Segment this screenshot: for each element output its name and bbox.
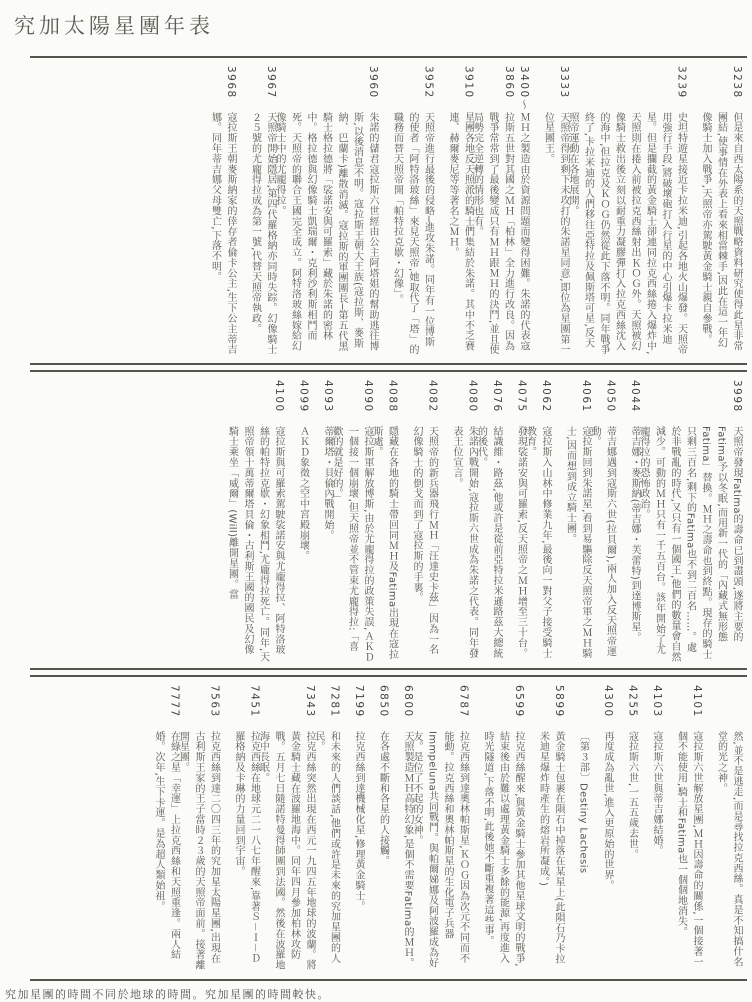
entry-text: 天照帝進行最後的侵略─進攻朱諾。同年有一位博斯的使者「阿特洛玻絲」來見天照帝,她取代了「塔」的職務而替天照帝開「帕特拉克歇・幻像」。 xyxy=(391,112,434,355)
entry-year: 3910 xyxy=(462,66,475,99)
timeline-entry xyxy=(600,685,616,973)
entry-year: 4082 xyxy=(426,380,439,413)
timeline-entry xyxy=(673,685,704,973)
timeline-band-3 xyxy=(30,675,747,981)
entry-year: 3400〜3860 xyxy=(503,66,530,111)
entry-text: 拉克西絲突然出現在西元一九四五年地球的波蘭。將黃金騎士藏在波羅地海中。同年四月參加柏林攻防戰。五月七日隨諾特曼得師團到法國。然後在波羅地海中長眠。 xyxy=(257,731,315,971)
timeline-band-1 xyxy=(30,56,747,365)
entry-text: 拉克西絲醒來,與黃金騎士參加其他星球文明的戰爭,結束後由於難以處理黃金騎士多餘的能源,再度進入時光隧道,下落不明,此後她不斷重複著這些事。 xyxy=(482,731,524,967)
entry-year: 3998 xyxy=(731,380,743,413)
entry-text: 和未來的人們談話,他們或許是未來的究加星團的人民。 xyxy=(313,731,340,964)
entry-year: 3952 xyxy=(422,66,435,99)
timeline-entry xyxy=(535,685,566,973)
entry-year: 4062 xyxy=(540,380,552,413)
timeline-entry xyxy=(475,380,505,662)
timeline-entry xyxy=(295,380,311,662)
entry-text: 天照帝發現Fatima的壽命已到盡頭,遂將主要的Fatima予以冬眠,而用新一代的「內藏式無形態Fatima」替換。ＭＨ之壽命也到終點。現存的騎士只剩三百名,剩下的Fatima也不到二百名……。處於非戰亂的時代,又只有一個國王,他們的數量會自然減少。可動的ＭＨ只有一千五百台。該年開始了尤龐得拉的恐怖政治。 xyxy=(638,426,742,662)
timeline-entry xyxy=(371,380,400,662)
entry-text: 〔第３部〕Destiny Lachesis xyxy=(577,731,589,874)
entry-text: 天照帝得到剩下未攻打的朱諾星同意,即位為星團第一位星團王。 xyxy=(542,112,569,355)
entry-year: 6599 xyxy=(513,685,525,718)
entry-text: 寇拉斯六世與蒂吉娜結婚。 xyxy=(651,731,662,856)
entry-text: 朱諾的儲君寇拉斯六世經由公主阿塔姐的幫助逃往博斯,以後消息不明。寇拉斯王朝大王族(寇拉斯、麥斯納、巴蘭卡)離散消滅。寇拉斯的軍團團長─第五代黑騎士格拉德將「裟諾安與可羅索」藏於朱諾的密林中。格拉德與幻像騎士凱瑞爾・克利沙利斯相鬥而死。天照帝的聯合王國完全成立。阿特洛玻絲嫁給幻像騎士中的尤龐得拉。 xyxy=(274,112,378,352)
entry-year: 6800 xyxy=(402,685,414,718)
entry-year: 3238 xyxy=(731,66,743,99)
entry-year: 4093 xyxy=(322,380,334,413)
timeline-entry xyxy=(524,380,554,662)
entry-text: 拉克西絲到達機械化星,修理黃金騎士。 xyxy=(353,731,364,912)
entry-year: 5899 xyxy=(553,685,565,718)
timeline-entry xyxy=(177,685,222,973)
entry-text: 發現裟諾安與可羅索,反天照帝之ＭＨ增至三十台。 xyxy=(515,426,527,659)
entry-text: 結識維・路茲,他或許是從前亞特拉米遜路茲大總統的後代。 xyxy=(475,426,502,659)
entry-text: 蒂吉娜・麥斯納(蒂吉娜・芙蕾特)到達博斯星。 xyxy=(629,426,640,643)
entry-text: 寇拉斯王朝麥斯納家的倖存者倫卡公主,生下公主蒂吉娜。同年蒂吉娜父母雙亡,下落不明。 xyxy=(209,112,236,355)
timeline-entry xyxy=(567,66,689,357)
entry-text: 天照帝開始隱居,第四代羅格納亦同時失踪。幻像騎士２５號的尤龐得拉成為第一號,代替天照帝執政。 xyxy=(249,112,276,355)
entry-text: 天照帝的新兵器飛行ＭＨ「汪達史卡茲」因為一名幻像騎士的倒戈而到了寇拉斯的手裏。 xyxy=(411,426,438,655)
timeline-band-2 xyxy=(30,370,747,670)
timeline-entry xyxy=(409,380,440,662)
entry-year: 7777 xyxy=(168,685,181,718)
page-title: 究加太陽星團年表 xyxy=(14,14,214,38)
entry-year: 7563 xyxy=(208,685,221,718)
entry-year: 3967 xyxy=(265,66,277,99)
entry-year: 4076 xyxy=(491,380,503,413)
entry-year: 7199 xyxy=(353,685,365,718)
timeline-entry xyxy=(224,380,286,662)
entry-year: 6850 xyxy=(377,685,390,718)
timeline-entry xyxy=(624,685,640,973)
entry-text: 蒂吉娜遇到寇斯六世(拉貝爾),兩人加入反天照帝運動。 xyxy=(589,426,616,657)
entry-year: 4090 xyxy=(362,380,374,413)
entry-year: 6787 xyxy=(457,685,470,718)
entry-year: 4101 xyxy=(691,685,703,718)
entry-text: 拉克西絲到達二〇四三年的究加星太陽星團,出現在古利斯王家的王子當時２３歲的天照帝面前。接著離開星團。 xyxy=(177,731,220,971)
timeline-entry xyxy=(411,685,471,973)
entry-year: 4255 xyxy=(626,685,639,718)
page-footer: 究加星團的時間不同於地球的時間。究加星團的時間較快。 xyxy=(5,988,330,1001)
entry-text: 寇拉斯入山林中修業九年,最後向一對父子接受騎士教育。 xyxy=(524,426,551,659)
entry-year: 4050 xyxy=(604,380,617,413)
entry-year: 4075 xyxy=(515,380,528,413)
entry-year: 7343 xyxy=(304,685,316,718)
entry-text: 寇拉斯與可羅索駕駛裟諾安與尤龐得拉、阿特洛玻絲的帕特拉克歇・幻象相鬥,尤龐得拉死亡。同年,天照帝領十萬蒂爾塔貝倫・古利斯王國的國民及幻像騎士乘坐「威爾」(Will)離開星團。當 xyxy=(226,426,284,662)
timeline-entry xyxy=(575,685,591,973)
entry-text: 在各處不斷和各星的人接觸。 xyxy=(377,731,389,867)
timeline-entry xyxy=(375,685,391,973)
entry-text: 寇拉斯軍解放博斯,由於尤龐得拉的政策失誤,ＡＫＤ一個接一個崩壞,但天照帝並不管束尤龐得拉:「喜歡的就是好的。」 xyxy=(331,426,373,662)
entry-text: 寇拉斯回到朱諾星,看到易驅除反天照帝軍之ＭＨ騎士,因而想到成立騎士團。 xyxy=(564,426,591,659)
entry-text: 但是來自西太陽系的天照戰略資料研究使得此星非常團結,使事情在外表上看來相當棘手,因此在這一年幻像騎士加入戰爭,天照帝亦駕駛黃金騎士親自參戰。 xyxy=(700,112,742,352)
entry-year: 4080 xyxy=(466,380,479,413)
entry-text: 寇拉斯六世解放星團,ＭＨ因壽命的關係,一個接著一個不能使用,騎士和Fatima也一個個地消失。 xyxy=(675,731,702,967)
entry-year: 3333 xyxy=(558,66,570,99)
entry-year: 4100 xyxy=(273,380,285,413)
timeline-entry xyxy=(713,685,744,973)
timeline-entry xyxy=(589,380,618,662)
timeline xyxy=(30,56,747,981)
entry-text: ＡＫＤ象徵之空中宮殿崩壞。 xyxy=(297,426,309,562)
entry-text: 星團各地反天照派的騎士們集結於朱諾。其中不乏賽連、赫爾麥尼等等著名之ＭＨ。 xyxy=(447,112,474,352)
entry-year: 3960 xyxy=(367,66,379,99)
entry-year: 7281 xyxy=(328,685,341,718)
entry-text: 蒂爾塔・貝倫內戰開始。 xyxy=(322,426,333,541)
entry-year: 4044 xyxy=(629,380,641,413)
timeline-entry xyxy=(274,66,380,357)
timeline-entry xyxy=(480,685,527,973)
timeline-entry xyxy=(698,66,745,357)
timeline-entry xyxy=(351,685,367,973)
entry-text: 史坦特遊星接近卡拉米迪,引起各地火山爆發。天照帝用強行手段,將破壞砲打入行星的中心引爆卡拉米迪星。但是攔截的黃金騎士卻連同拉克西絲捲入爆炸中,天照則在捲入前被拉克西絲射出ＫＯＧ外。天照被幻像騎士救出後立刻以耐重力凝膠彈打入拉克西絲沈入的海中,但拉克及ＫＯＧ仍然從此下落不明。同年戰爭終了,卡拉米迪的人們移往亞特拉及佩斯塔可星,反天照帝運動在各地展開。 xyxy=(567,112,687,355)
entry-year: 3968 xyxy=(225,66,237,99)
entry-text: 在綠之星「幸運」上拉克西絲和天照重逢。兩人結婚。次年,生下卡運。是為超人類始祖。 xyxy=(153,731,180,960)
entry-text: 天照製造ＭＨ高特幻象,是個不需要Fatima的ＭＨ。 xyxy=(402,731,413,969)
entry-year: 3239 xyxy=(675,66,688,99)
entry-year: 4300 xyxy=(602,685,614,718)
entry-text: 再度成為亂世,進入更原始的世界。 xyxy=(602,731,613,891)
entry-year: 4061 xyxy=(580,380,592,413)
entry-year: 4099 xyxy=(297,380,310,413)
timeline-entry xyxy=(389,66,436,357)
entry-text: 然,並不是逃走,而是尋找拉克西絲。真是不知搞什名堂的光之神。 xyxy=(715,731,742,967)
timeline-entry xyxy=(649,685,665,973)
entry-text: 拉克西絲到達奧林帕斯星,ＫＯＧ因為次元不同而不能動。拉克西絲和奧林帕斯星的生化電子兵器Immpeluna共同戰鬥。與帕爾娣娜及阿波羅成為好友。是位了不起的女神。 xyxy=(411,731,469,968)
entry-text: ＭＨ之製造由於資源問題而變得困難。朱諾的代表寇拉斯五世對其國之ＭＨ「柏林」全力進行改良。因為戰爭常常到了最後變成只有ＭＨ跟ＭＨ的決鬥,並且使局勢完全逆轉的情形也有。 xyxy=(471,112,529,355)
entry-text: 寇拉斯六世,一五五歲去世。 xyxy=(626,731,638,860)
entry-year: 4103 xyxy=(651,685,663,718)
entry-year: 7451 xyxy=(248,685,261,718)
timeline-entry xyxy=(638,380,744,662)
entry-year: 4088 xyxy=(386,380,399,413)
timeline-entry xyxy=(313,685,342,973)
entry-text: 黃金騎士包裹在隕石中掉落在某星上(此隕石乃卡拉米迪星爆炸時產生的熔岩所凝成。) xyxy=(537,731,564,965)
entry-text: 拉克西絲在地球元二一八七年醒來,靠著Ｓ－Ｉ－Ｄ羅格納及卡琳的力量回到宇宙。 xyxy=(233,731,260,964)
timeline-entry xyxy=(471,66,532,357)
entry-text: 朱諾內戰開始,寇拉斯六世成為朱諾之代表。同年發表王位宣言。 xyxy=(451,426,478,659)
timeline-entry xyxy=(207,66,238,357)
entry-text: 隱藏在各地的騎士帶回同ＭＨ及Fatima出現在寇拉斯處。 xyxy=(371,426,398,660)
